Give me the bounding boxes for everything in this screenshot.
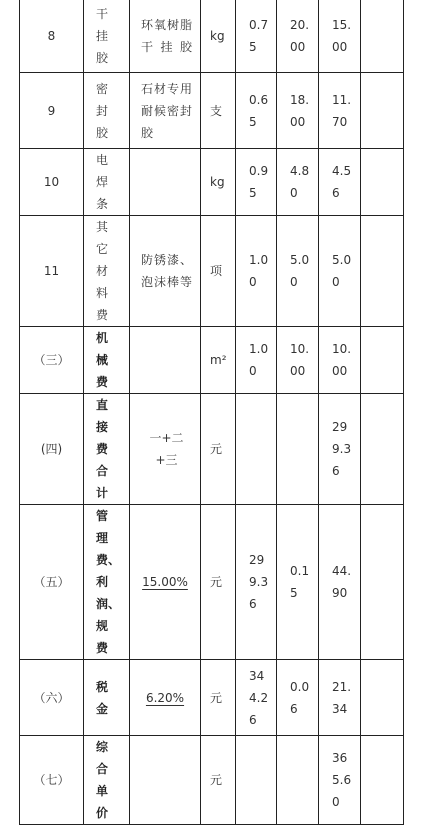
item-unit: 元 bbox=[201, 660, 236, 736]
item-unit: 支 bbox=[201, 73, 236, 149]
item-quantity bbox=[236, 394, 277, 505]
empty-cell bbox=[361, 394, 404, 505]
item-name: 干挂胶 bbox=[84, 0, 130, 73]
item-rate bbox=[130, 660, 201, 736]
item-amount: 15.00 bbox=[319, 0, 361, 73]
table-row bbox=[20, 327, 404, 394]
row-number: (四) bbox=[20, 394, 84, 505]
table-row bbox=[20, 216, 404, 327]
item-spec bbox=[130, 149, 201, 216]
table-row bbox=[20, 736, 404, 825]
row-number: 9 bbox=[20, 73, 84, 149]
item-name: 税金 bbox=[84, 660, 130, 736]
item-unit: 元 bbox=[201, 394, 236, 505]
cost-breakdown-table bbox=[19, 0, 404, 825]
rate-value: 6.20% bbox=[145, 690, 185, 705]
item-amount: 10.00 bbox=[319, 327, 361, 394]
item-price bbox=[277, 736, 319, 825]
item-name: 密封胶 bbox=[84, 73, 130, 149]
item-unit: m² bbox=[201, 327, 236, 394]
item-quantity bbox=[236, 736, 277, 825]
row-number: 10 bbox=[20, 149, 84, 216]
item-price: 4.80 bbox=[277, 149, 319, 216]
item-amount: 11.70 bbox=[319, 73, 361, 149]
item-spec: 环氧树脂干挂胶 bbox=[130, 0, 201, 73]
item-name: 其它材料费 bbox=[84, 216, 130, 327]
table-row bbox=[20, 660, 404, 736]
item-quantity: 0.95 bbox=[236, 149, 277, 216]
table-row bbox=[20, 0, 404, 73]
item-unit: 元 bbox=[201, 736, 236, 825]
item-unit: 元 bbox=[201, 505, 236, 660]
item-unit: kg bbox=[201, 149, 236, 216]
row-number: （五） bbox=[20, 505, 84, 660]
empty-cell bbox=[361, 0, 404, 73]
item-quantity: 0.65 bbox=[236, 73, 277, 149]
row-number: （七） bbox=[20, 736, 84, 825]
empty-cell bbox=[361, 149, 404, 216]
item-name: 机械费 bbox=[84, 327, 130, 394]
row-number: 8 bbox=[20, 0, 84, 73]
item-amount: 365.60 bbox=[319, 736, 361, 825]
item-name: 电焊条 bbox=[84, 149, 130, 216]
table-row bbox=[20, 505, 404, 660]
item-name: 综合单价 bbox=[84, 736, 130, 825]
row-number: （三） bbox=[20, 327, 84, 394]
item-amount: 5.00 bbox=[319, 216, 361, 327]
item-price: 0.06 bbox=[277, 660, 319, 736]
empty-cell bbox=[361, 736, 404, 825]
item-price: 0.15 bbox=[277, 505, 319, 660]
item-amount: 299.36 bbox=[319, 394, 361, 505]
row-number: （六） bbox=[20, 660, 84, 736]
item-amount: 21.34 bbox=[319, 660, 361, 736]
item-spec bbox=[130, 327, 201, 394]
empty-cell bbox=[361, 73, 404, 149]
rate-value: 15.00% bbox=[142, 575, 188, 589]
item-amount: 44.90 bbox=[319, 505, 361, 660]
empty-cell bbox=[361, 660, 404, 736]
empty-cell bbox=[361, 216, 404, 327]
item-price bbox=[277, 394, 319, 505]
table-row bbox=[20, 73, 404, 149]
item-price: 20.00 bbox=[277, 0, 319, 73]
row-number: 11 bbox=[20, 216, 84, 327]
table-row bbox=[20, 149, 404, 216]
empty-cell bbox=[361, 327, 404, 394]
table-row bbox=[20, 394, 404, 505]
item-spec: 石材专用耐候密封胶 bbox=[130, 73, 201, 149]
item-amount: 4.56 bbox=[319, 149, 361, 216]
item-rate bbox=[130, 505, 201, 660]
item-price: 18.00 bbox=[277, 73, 319, 149]
item-price: 5.00 bbox=[277, 216, 319, 327]
item-name: 直接费合计 bbox=[84, 394, 130, 505]
item-quantity: 1.00 bbox=[236, 327, 277, 394]
item-price: 10.00 bbox=[277, 327, 319, 394]
item-spec: 一+二+三 bbox=[130, 394, 201, 505]
empty-cell bbox=[361, 505, 404, 660]
item-quantity: 1.00 bbox=[236, 216, 277, 327]
item-quantity: 344.26 bbox=[236, 660, 277, 736]
item-unit: 项 bbox=[201, 216, 236, 327]
item-spec bbox=[130, 736, 201, 825]
item-unit: kg bbox=[201, 0, 236, 73]
item-name: 管理费、利润、规费 bbox=[84, 505, 130, 660]
item-spec: 防锈漆、泡沫棒等 bbox=[130, 216, 201, 327]
item-quantity: 0.75 bbox=[236, 0, 277, 73]
item-quantity: 299.36 bbox=[236, 505, 277, 660]
